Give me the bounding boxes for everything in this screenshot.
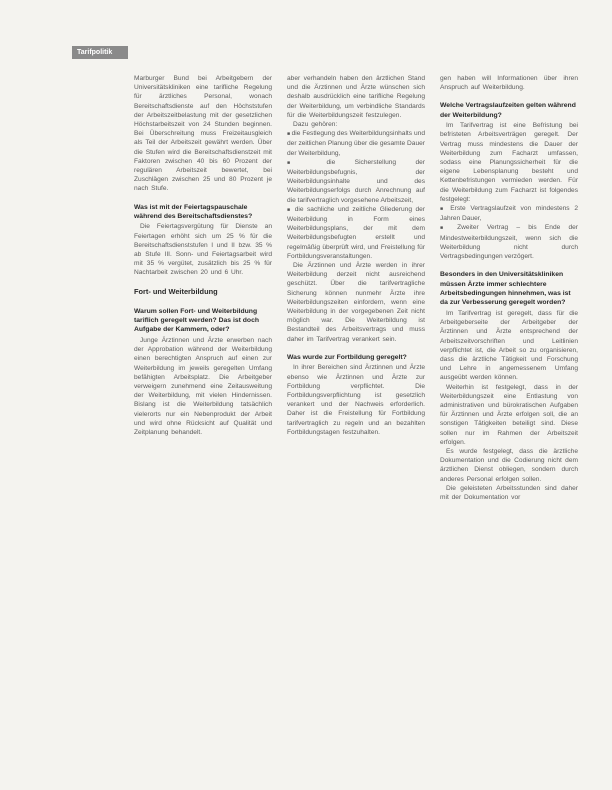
text-column-3	[440, 74, 578, 502]
paragraph: Es wurde festgelegt, dass die ärztliche Dokumentation und die Codierung nicht dem ärztlichen Dienst obliegen, sondern durch anderes Personal erfolgen sollen.	[440, 447, 578, 483]
paragraph: Dazu gehören:	[293, 121, 338, 129]
section-label: Tarifpolitik	[72, 46, 128, 59]
paragraph: Im Tarifvertrag ist eine Befristung bei befristeten Arbeitsverträgen geregelt. Der Vertrag muss mindestens die Dauer der Weiterbildung zum Facharzt umfassen, sodass eine Planungssicherheit für die eigene Lebensplanung besteht und Kettenbefristungen vermieden werden. Für die Weiterbildung zum Facharzt ist folgendes festgelegt:	[440, 122, 578, 203]
paragraph: aber verhandeln haben den ärztlichen Stand und die Ärztinnen und Ärzte wünschen sich deshalb ausdrücklich eine tarifliche Regelung der Weiterbildung, um verbindliche Standards für die Weiterbildungszeit festzulegen.	[287, 75, 425, 119]
question-heading: Was ist mit der Feiertagspauschale während des Bereitschaftsdienstes?	[134, 203, 253, 221]
paragraph: Im Tarifvertrag ist geregelt, dass für die Arbeitgeberseite der Arbeitgeber der Ärztinnen und Ärzte entsprechend der Arbeitszeitvorschriften und Leitlinien verpflichtet ist, die Arbeit so zu organisieren, dass die ärztliche Tätigkeit und Forschung und Lehre in angemessenem Umfang ausgeübt werden können.	[440, 309, 578, 382]
question-heading: Warum sollen Fort- und Weiterbildung tariflich geregelt werden? Das ist doch Aufgabe der Kammern, oder?	[134, 307, 260, 334]
paragraph: Die geleisteten Arbeitsstunden sind daher mit der Dokumentation vor	[440, 484, 578, 501]
paragraph: In ihrer Bereichen sind Ärztinnen und Ärzte ebenso wie Ärztinnen und Ärzte zur Fortbildung verpflichtet. Die Fortbildungsverpflichtung ist gesetzlich verankert und der Nachweis erforderlich. Daher ist die Freistellung für Fortbildung tarifvertraglich zu regeln und an bezahlten Fortbildungstagen festzuhalten.	[287, 364, 425, 436]
bullet-item: ■ Erste Vertragslaufzeit von mindestens 2 Jahren Dauer,	[440, 204, 578, 223]
section-heading: Fort- und Weiterbildung	[134, 286, 218, 296]
bullet-item: ■ Zweiter Vertrag – bis Ende der Mindestweiterbildungszeit, wenn sich die Weiterbildung nicht durch Vertragsbedingungen verzögert.	[440, 223, 578, 261]
text-column-2	[287, 74, 425, 437]
bullet-item: ■ die sachliche und zeitliche Gliederung der Weiterbildung in Form eines Weiterbildungsplans, der mit dem Weiterbildungsbefugten erstellt und regelmäßig überprüft wird, und Freistellung für Fortbildungsveranstaltungen.	[287, 205, 425, 261]
bullet-item: ■ die Festlegung des Weiterbildungsinhalts und der zeitlichen Planung über die gesamte Dauer der Weiterbildung,	[287, 129, 425, 158]
paragraph: Die Ärztinnen und Ärzte werden in ihrer Weiterbildung derzeit nicht ausreichend geschützt. Über die tarifvertragliche Sicherung können nunmehr Ärzte ihre Weiterbildungszeiten einfordern, wenn eine Weiterbildung in der vorgegebenen Zeit nicht möglich war. Die Weiterbildung ist Bestandteil des Arbeitsvertrags und muss daher im Tarifvertrag verankert sein.	[287, 262, 425, 343]
text-column-1	[134, 74, 272, 437]
question-heading: Was wurde zur Fortbildung geregelt?	[287, 353, 407, 361]
paragraph: Weiterhin ist festgelegt, dass in der Weiterbildungszeit eine Entlastung von administrativen und bürokratischen Aufgaben für Ärztinnen und Ärzte erfolgen soll, die an sonstigen Tätigkeiten beteiligt sind. Diese sollen nur im Rahmen der Arbeitszeit erfolgen.	[440, 383, 578, 446]
paragraph: Die Feiertagsvergütung für Dienste an Feiertagen erhöht sich um 25 % für die Bereitschaftsdienststufen I und II bzw. 35 % ab Stufe III. Sonn- und Feiertagsarbeit wird mit 35 % vergütet, zusätzlich bis 25 % für Nachtarbeit zwischen 20 und 6 Uhr.	[134, 223, 272, 277]
question-heading: Besonders in den Universitätskliniken müssen Ärzte immer schlechtere Arbeitsbedingungen hinnehmen, was ist da zur Verbesserung geregelt worden?	[440, 271, 571, 307]
paragraph: Marburger Bund bei Arbeitgebern der Universitätskliniken eine tarifliche Regelung für ärztliches Personal, wonach Bereitschaftsdienste auf den Höchststufen der Arbeitszeitbelastung mit der gesetzlichen Höchstarbeitszeit von 24 Stunden beginnen. Bei Überschreitung muss Freizeitausgleich als Teil der Arbeitszeit gewährt werden. Über die Stufen wird die Bereitschaftsdienstzeit mit Faktoren zwischen 40 bis 60 Prozent der regulären Arbeitszeit bewertet, bei Zuschlägen zwischen 25 und 80 Prozent je nach Stufe.	[134, 75, 272, 193]
bullet-item: ■ die Sicherstellung der Weiterbildungsbefugnis, der Weiterbildungsinhalte und des Weiterbildungserfolgs durch Anrechnung auf die tarifvertraglich vorgesehene Arbeitszeit,	[287, 158, 425, 205]
question-heading: Welche Vertragslaufzeiten gelten während der Weiterbildung?	[440, 102, 576, 119]
paragraph: gen haben will Informationen über ihren Anspruch auf Weiterbildung.	[440, 75, 578, 92]
paragraph: Junge Ärztinnen und Ärzte erwerben nach der Approbation während der Weiterbildung einen berechtigten Anspruch auf einen zur Weiterbildung im jeweils geregelten Umfang befähigten Arbeitsplatz. Die Arbeitgeber verweigern zunehmend eine Zeitausweitung der Weiterbildung, mit vielen Hindernissen. Bislang ist die Weiterbildung tatsächlich vielerorts nur ein Nebenprodukt der Arbeit und wird ohne Rücksicht auf Qualität und Zeitplanung behandelt.	[134, 336, 272, 436]
